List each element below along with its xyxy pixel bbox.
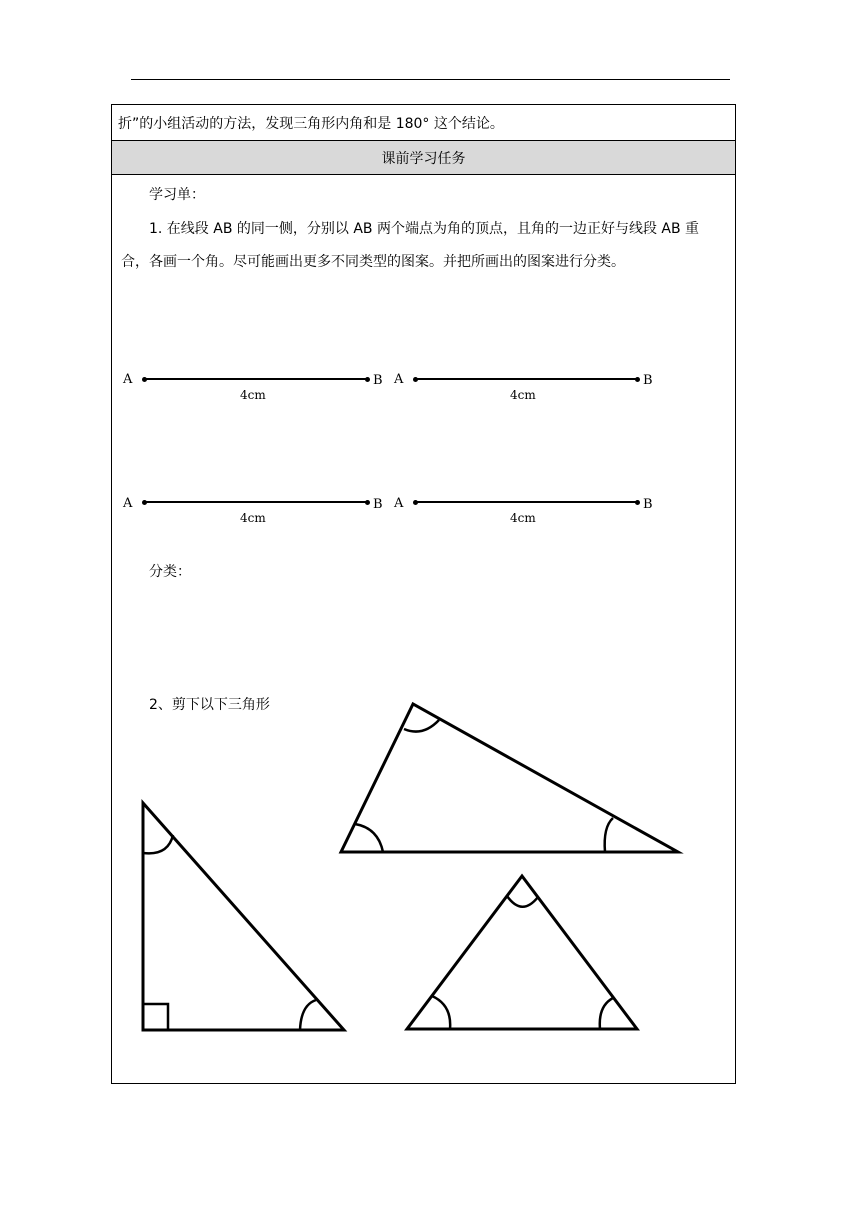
right-angle-arc [600,998,613,1029]
obtuse-triangle [341,704,678,852]
point-b-label: B [373,497,383,512]
task1-text-line1: 1. 在线段 AB 的同一侧，分别以 AB 两个端点为角的顶点，且角的一边正好与线段 AB 重 [149,221,700,237]
top-angle-arc [143,835,173,853]
segment-length-label: 4cm [240,388,266,402]
point-a-label: A [123,496,133,511]
bottom-right-angle-arc [300,1000,316,1030]
task2-label: 2、剪下以下三角形 [149,697,270,713]
task1-text-line2: 合，各画一个角。尽可能画出更多不同类型的图案。并把所画出的图案进行分类。 [121,254,625,270]
point-b-label: B [643,373,653,388]
segment-length-label: 4cm [510,388,536,402]
section-title: 课前学习任务 [381,150,466,167]
acute-triangle [407,876,637,1029]
right-angle-mark [143,1004,168,1030]
segment-length-label: 4cm [510,511,536,525]
right-angle-arc [605,818,613,852]
left-angle-arc [432,996,450,1029]
top-angle-arc [404,720,439,732]
point-a-label: A [394,372,404,387]
intro-text: 折”的小组活动的方法，发现三角形内角和是 180° 这个结论。 [118,116,504,132]
left-angle-arc [355,824,383,852]
right-triangle [143,803,344,1030]
point-b-label: B [373,373,383,388]
classify-label: 分类： [149,564,191,580]
point-a-label: A [123,372,133,387]
point-b-label: B [643,497,653,512]
point-a-label: A [394,496,404,511]
segment-length-label: 4cm [240,511,266,525]
worksheet-label: 学习单： [149,187,205,203]
top-angle-arc [507,896,538,907]
